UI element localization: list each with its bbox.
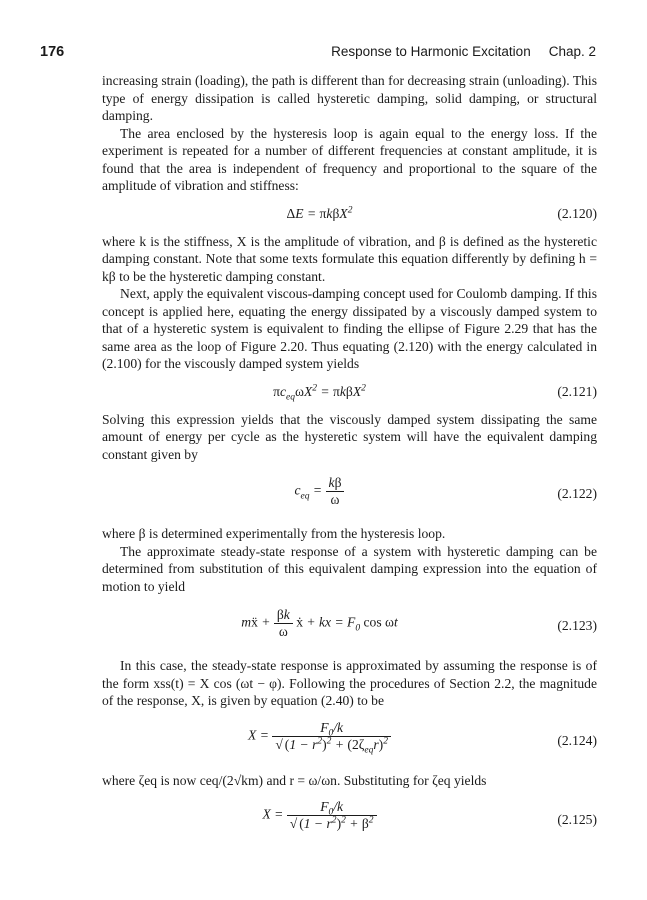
- paragraph-7: The approximate steady-state response of a system with hysteretic damping can be determined from substitution of this equivalent damping expression into the equation of motion to yield: [102, 543, 597, 594]
- equation-2-121: $\pi c_{eq}\omega X^2 = \pi k\beta X^2$ (2.121): [273, 382, 597, 403]
- chapter-label: Chap. 2: [548, 44, 596, 59]
- equation-2-123: mẍ + $\frac{\beta k}{\omega}$ ẋ + kx = $F_0$ cos ωt (2.123): [241, 607, 597, 639]
- running-head: [331, 44, 596, 59]
- page-header: [40, 44, 596, 64]
- paragraph-2: The area enclosed by the hysteresis loop is again equal to the energy loss. If the experiment is repeated for a number of different frequencies at constant amplitude, it is found that the area is independent of frequency and proportional to the square of the amplitude of vibration and stiffness:: [102, 125, 597, 193]
- paragraph-5: Solving this expression yields that the viscously damped system dissipating the same amount of energy per cycle as the hysteretic system will have the equivalent damping constant given by: [102, 411, 597, 462]
- paragraph-4: Next, apply the equivalent viscous-damping concept used for Coulomb damping. If this concept is applied here, equating the energy dissipated by a viscously damped system to that of a hysteretic system is equivalent to finding the ellipse of Figure 2.29 that has the same area as the loop of Figure 2.20. Thus equating (2.120) with the energy calculated in (2.100) for the viscously damped system yields: [102, 286, 597, 371]
- equation-2-125: X = $\frac{F_0/k}{√ (1 - r^2)^2 + \beta^2}$ (2.125): [262, 799, 597, 831]
- paragraph-6: where β is determined experimentally from the hysteresis loop.: [102, 526, 446, 541]
- equation-number: (2.125): [557, 812, 597, 827]
- equation-number: (2.121): [557, 383, 597, 399]
- equation-number: (2.123): [557, 618, 597, 633]
- page-body: [102, 72, 597, 851]
- equation-number: (2.120): [557, 205, 597, 221]
- paragraph-8: In this case, the steady-state response is approximated by assuming the response is of the form xss(t) = X cos (ωt − φ). Following the procedures of Section 2.2, the magnitude of the response, X, is given by equation (2.40) to be: [102, 658, 597, 708]
- running-title: Response to Harmonic Excitation: [331, 44, 531, 59]
- equation-number: (2.122): [557, 486, 597, 501]
- paragraph-9: where ζeq is now ceq/(2√km) and r = ω/ωn. Substituting for ζeq yields: [102, 772, 487, 788]
- equation-2-124: X = $\frac{F_0/k}{√ (1 - r^2)^2 + (2\zeta_{eq}r)^2}$ (2.124): [248, 719, 597, 756]
- equation-2-122: $c_{eq}$ = $\frac{k\beta}{\omega}$ (2.122): [294, 475, 597, 507]
- equation-2-120: ΔE = πkβX$^2$ (2.120): [286, 204, 597, 221]
- page-number: 176: [40, 44, 65, 60]
- paragraph-3: where k is the stiffness, X is the amplitude of vibration, and β is defined as the hysteretic damping constant. Note that some texts formulate this equation differently by defining h = kβ to be the hysteretic damping constant.: [102, 233, 597, 284]
- paragraph-1: increasing strain (loading), the path is different than for decreasing strain (unloading). This type of energy dissipation is called hysteretic damping, solid damping, or structural damping.: [102, 73, 597, 123]
- equation-number: (2.124): [557, 732, 597, 748]
